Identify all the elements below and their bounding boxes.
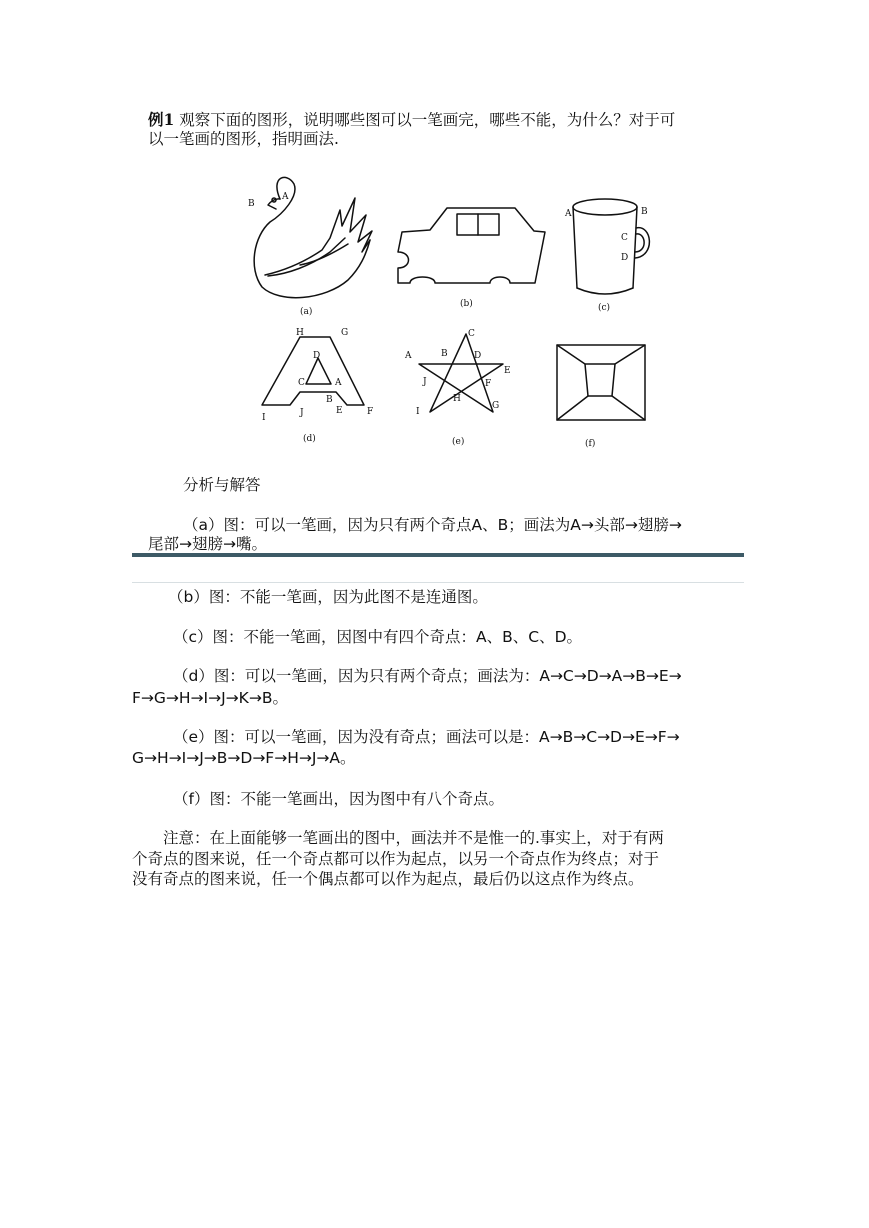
answer-d-line-2: F→G→H→I→J→K→B。 [132, 689, 288, 707]
label-c-B: B [641, 207, 648, 217]
caption-f: (f) [585, 439, 596, 449]
label-d-J: J [300, 408, 304, 418]
figure-captions [300, 298, 610, 449]
label-d-H: H [296, 328, 304, 338]
label-d-F: F [367, 407, 374, 417]
answer-e-line-2: G→H→I→J→B→D→F→H→J→A。 [132, 749, 356, 767]
answer-e-line-1: （e）图：可以一笔画，因为没有奇点；画法可以是：A→B→C→D→E→F→ [173, 728, 680, 746]
caption-e: (e) [452, 437, 465, 447]
label-e-F: F [485, 379, 492, 389]
label-e-A: A [405, 351, 412, 361]
label-a-B: B [248, 199, 255, 209]
label-d-C: C [298, 378, 305, 388]
figure-panel [0, 0, 869, 470]
figure-b-car [398, 208, 545, 283]
label-e-J: J [423, 377, 427, 387]
note-line-2: 个奇点的图来说，任一个奇点都可以作为起点，以另一个奇点作为终点；对于 [132, 850, 660, 868]
example-label: 例1 [148, 110, 175, 129]
label-e-D: D [474, 351, 482, 361]
answer-f: （f）图：不能一笔画出，因为图中有八个奇点。 [173, 790, 504, 808]
label-d-D: D [313, 351, 321, 361]
label-e-E: E [504, 366, 511, 376]
label-d-A: A [335, 378, 342, 388]
label-c-C: C [621, 233, 628, 243]
figure-f-frame [557, 345, 645, 420]
example-text-2: 以一笔画的图形，指明画法. [148, 130, 339, 148]
label-c-D: D [621, 253, 629, 263]
label-a-A: A [282, 192, 289, 202]
label-d-G: G [341, 328, 349, 338]
label-e-I: I [416, 407, 420, 417]
label-d-I: I [262, 413, 266, 423]
figure-e-star [419, 334, 503, 412]
note-line-1: 注意：在上面能够一笔画出的图中，画法并不是惟一的.事实上，对于有两 [163, 829, 664, 847]
label-c-A: A [565, 209, 572, 219]
caption-d: (d) [303, 434, 316, 444]
example-text-1: 观察下面的图形，说明哪些图可以一笔画完，哪些不能，为什么？对于可 [179, 111, 676, 129]
label-e-H: H [453, 394, 461, 404]
answer-d-line-1: （d）图：可以一笔画，因为只有两个奇点；画法为：A→C→D→A→B→E→ [173, 667, 682, 685]
section-divider [132, 553, 744, 557]
label-e-B: B [441, 349, 448, 359]
figure-a-swan [254, 177, 372, 297]
answer-c: （c）图：不能一笔画，因图中有四个奇点：A、B、C、D。 [173, 628, 583, 646]
label-e-C: C [468, 329, 475, 339]
figure-c-mug [573, 199, 649, 294]
section-divider-light [132, 582, 744, 583]
note-line-3: 没有奇点的图来说，任一个偶点都可以作为起点，最后仍以这点作为终点。 [132, 870, 644, 888]
answer-a-line-1: （a）图：可以一笔画，因为只有两个奇点A、B；画法为A→头部→翅膀→ [183, 516, 682, 534]
caption-b: (b) [460, 299, 473, 309]
figure-d-letter-a [262, 337, 364, 405]
caption-c: (c) [598, 303, 611, 313]
label-d-B: B [326, 395, 333, 405]
analysis-title: 分析与解答 [183, 476, 261, 494]
label-e-G: G [492, 401, 500, 411]
answer-b: （b）图：不能一笔画，因为此图不是连通图。 [168, 588, 488, 606]
label-d-E: E [336, 406, 343, 416]
answer-a-line-2: 尾部→翅膀→嘴。 [148, 535, 267, 553]
caption-a: (a) [300, 307, 313, 317]
